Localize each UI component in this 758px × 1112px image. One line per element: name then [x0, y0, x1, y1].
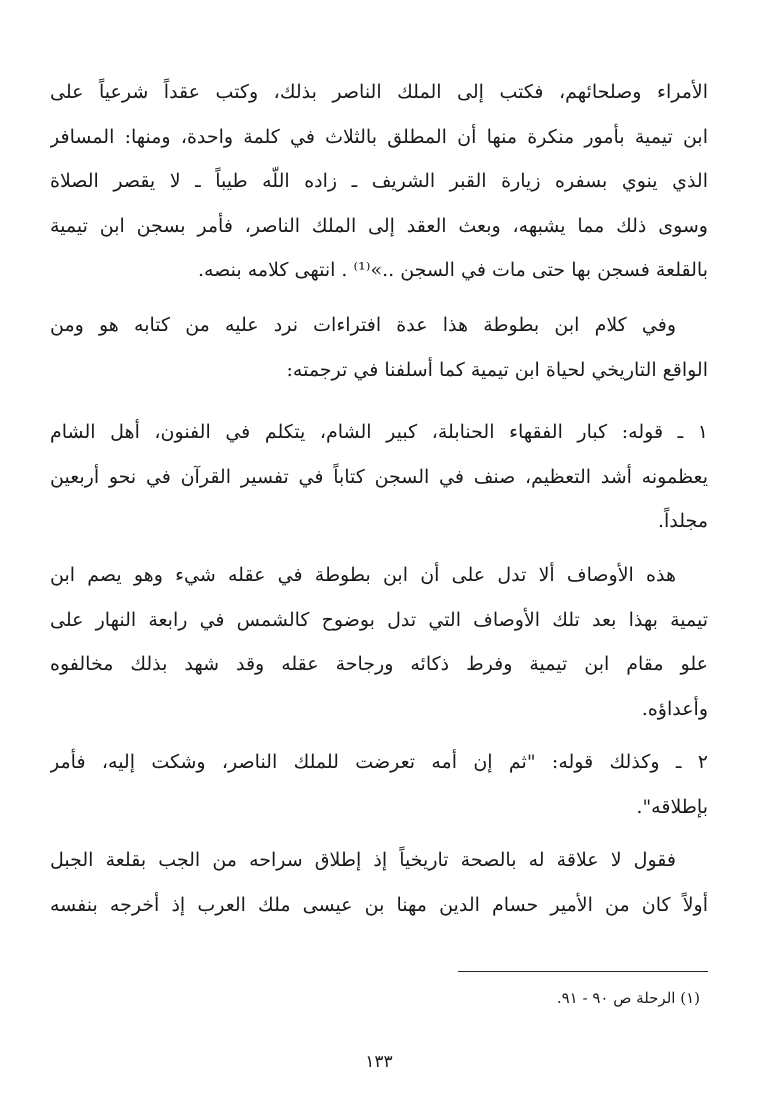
footnote-separator	[458, 971, 708, 972]
text-line: ١ ـ قوله: كبار الفقهاء الحنابلة، كبير الشام، يتكلم في الفنون، أهل الشام	[50, 421, 708, 443]
footnote: (١) الرحلة ص ٩٠ - ٩١.	[556, 989, 700, 1007]
text-line: علو مقام ابن تيمية وفرط ذكائه ورجاحة عقله وقد شهد بذلك مخالفوه	[50, 653, 708, 676]
text-line: وفي كلام ابن بطوطة هذا عدة افتراءات نرد عليه من كتابه هو ومن	[50, 314, 676, 336]
text-line: وسوى ذلك مما يشبهه، وبعث العقد إلى الملك الناصر، فأمر بسجن ابن تيمية	[50, 214, 708, 237]
paragraph-4	[50, 553, 708, 731]
text-line: الأمراء وصلحائهم، فكتب إلى الملك الناصر بذلك، وكتب عقداً شرعياً على	[50, 81, 708, 103]
text-line: مجلداً.	[657, 510, 708, 533]
paragraph-2	[50, 303, 708, 392]
text-line: أولاً كان من الأمير حسام الدين مهنا بن عيسى ملك العرب إذ أخرجه بنفسه	[50, 893, 708, 916]
paragraph-1	[50, 70, 708, 293]
page-number: ١٣٣	[365, 1052, 393, 1072]
text-line: الذي ينوي بسفره زيارة القبر الشريف ـ زاده اللّه طيباً ـ لا يقصر الصلاة	[50, 170, 708, 193]
text-line: هذه الأوصاف ألا تدل على أن ابن بطوطة في عقله شيء وهو يصم ابن	[50, 564, 676, 586]
text-line: تيمية بهذا بعد تلك الأوصاف التي تدل بوضوح كالشمس في رابعة النهار على	[50, 608, 708, 631]
text-line: بإطلاقه".	[636, 795, 708, 818]
text-line: بالقلعة فسجن بها حتى مات في السجن ..»⁽¹⁾ . انتهى كلامه بنصه.	[197, 259, 708, 282]
text-line: ٢ ـ وكذلك قوله: "ثم إن أمه تعرضت للملك الناصر، وشكت إليه، فأمر	[50, 751, 708, 773]
text-line: فقول لا علاقة له بالصحة تاريخياً إذ إطلاق سراحه من الجب بقلعة الجبل	[50, 849, 676, 871]
paragraph-5	[50, 740, 708, 829]
paragraph-6	[50, 838, 708, 927]
text-line: وأعداؤه.	[641, 697, 708, 720]
text-line: الواقع التاريخي لحياة ابن تيمية كما أسلفنا في ترجمته:	[286, 358, 708, 381]
paragraph-3	[50, 410, 708, 544]
text-line: يعظمونه أشد التعظيم، صنف في السجن كتاباً في تفسير القرآن في نحو أربعين	[50, 465, 708, 488]
text-line: ابن تيمية بأمور منكرة منها أن المطلق بالثلاث في كلمة واحدة، ومنها: المسافر	[50, 125, 708, 148]
